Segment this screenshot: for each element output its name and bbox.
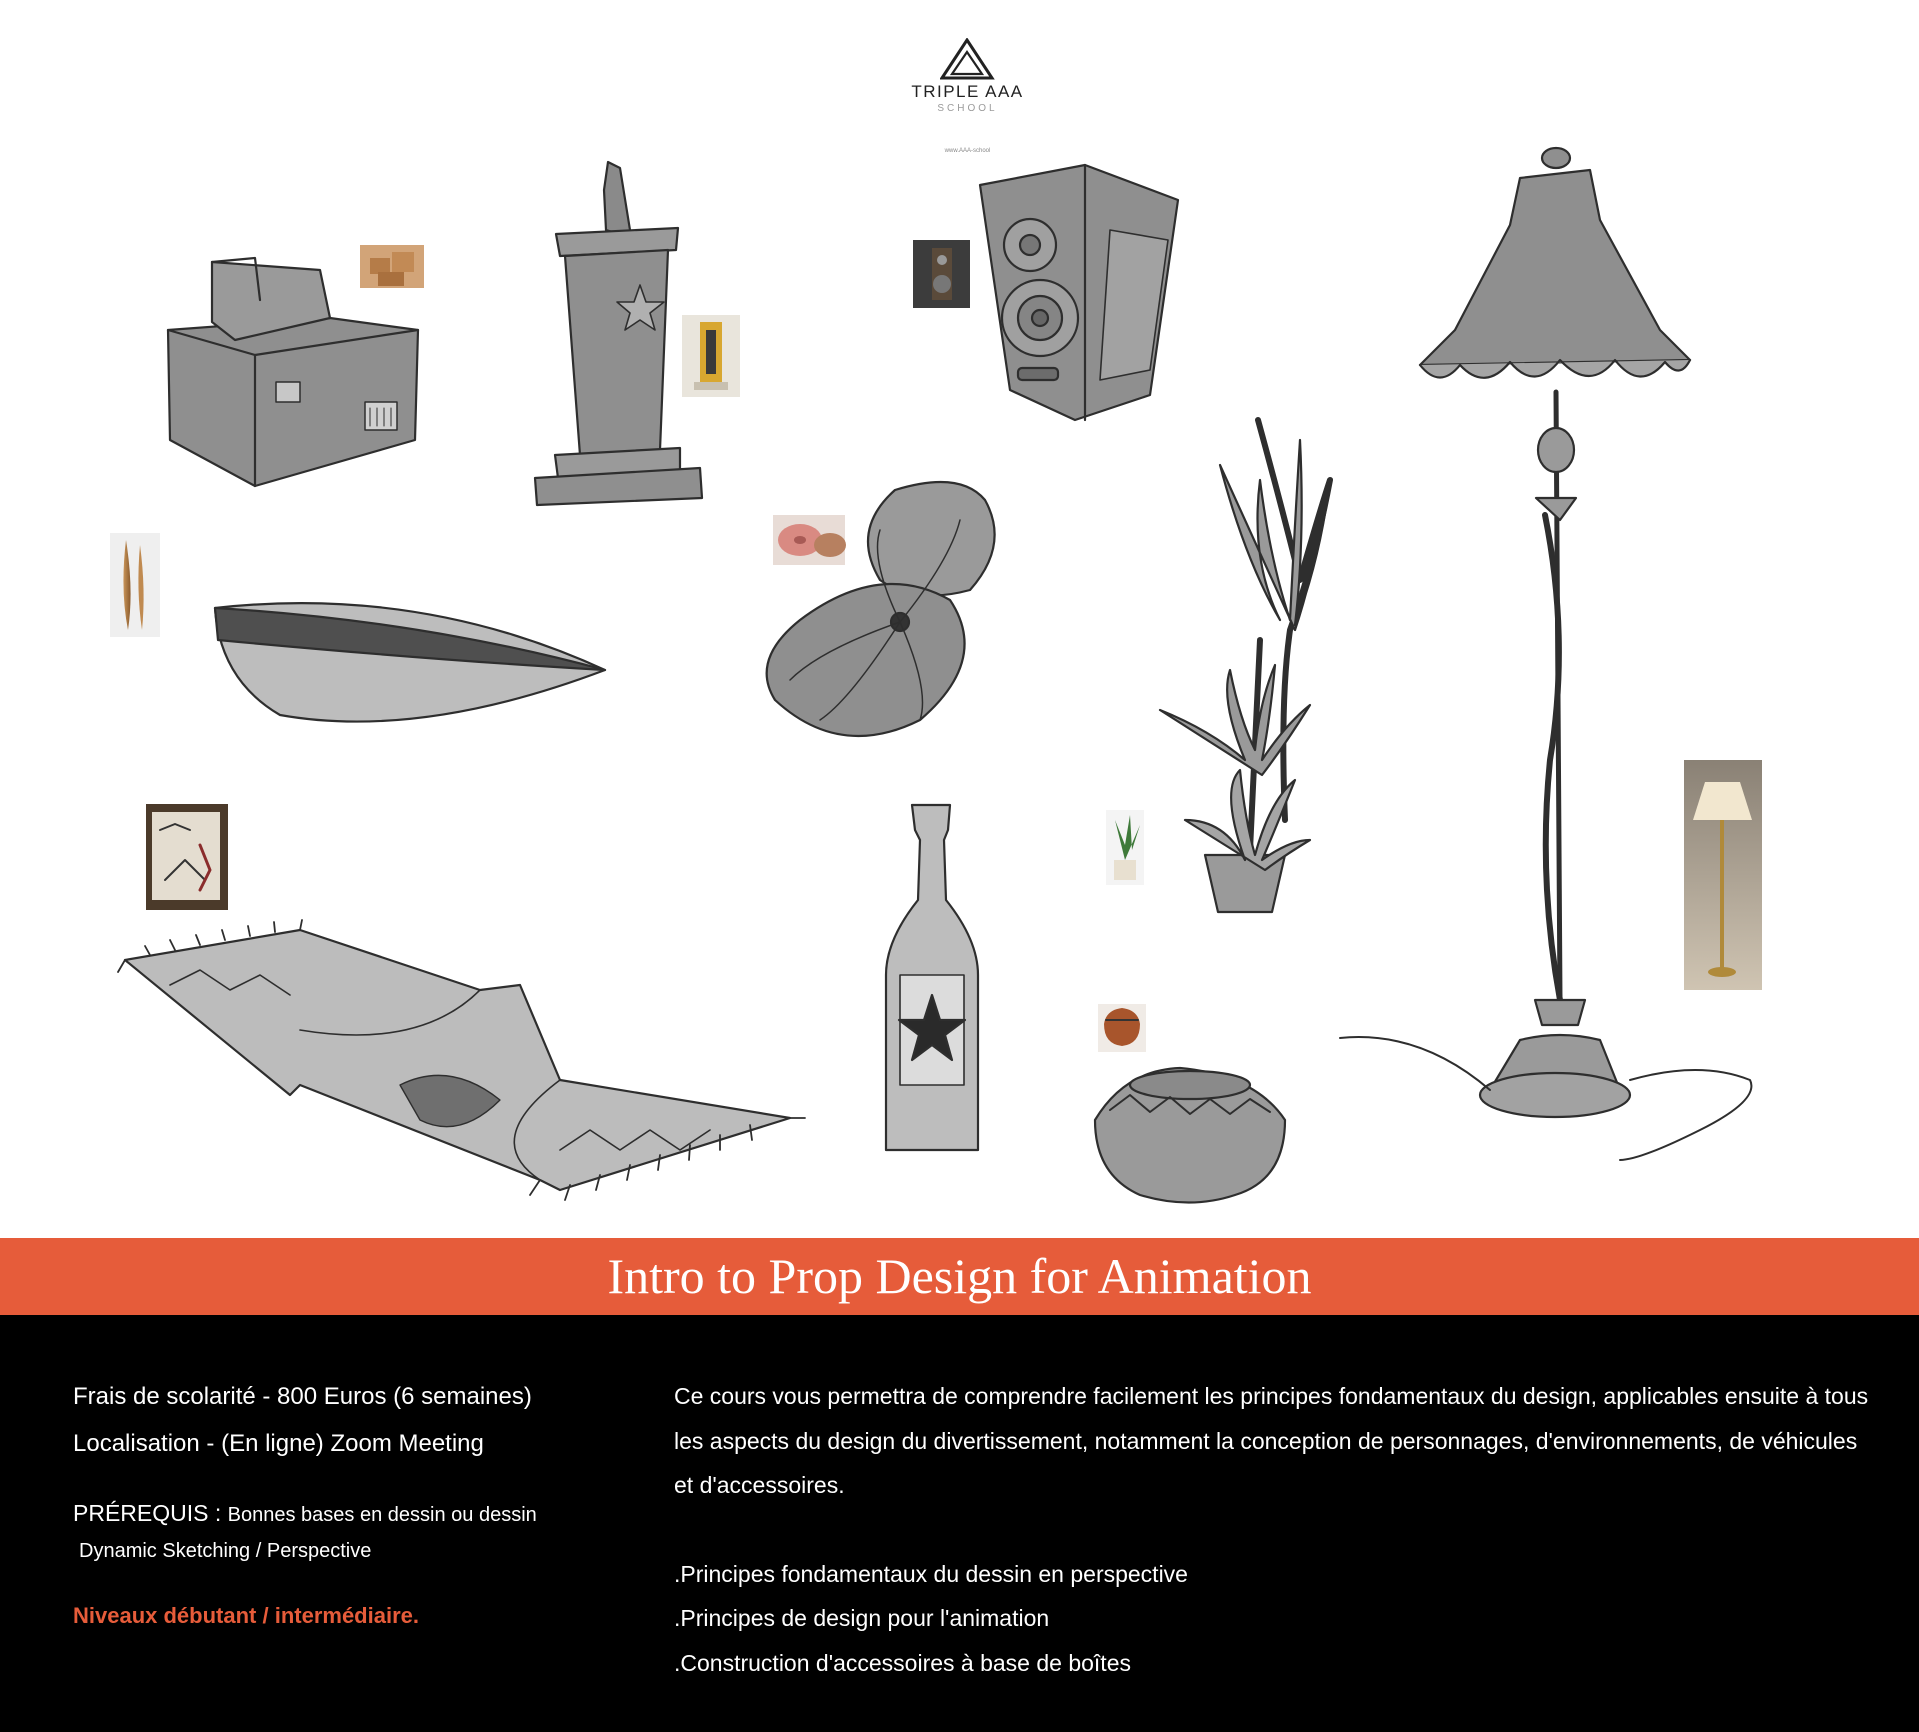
pot-sketch — [1095, 1068, 1285, 1203]
triple-aaa-logo — [900, 30, 1035, 160]
pot-reference — [1098, 1004, 1146, 1052]
trophy-reference — [682, 315, 740, 397]
topic-item: .Construction d'accessoires à base de boîtes — [674, 1649, 1131, 1676]
brand-subtitle: SCHOOL — [937, 103, 998, 114]
floor-lamp-sketch — [1340, 148, 1751, 1160]
title-banner — [0, 1238, 1919, 1315]
fees-text: Frais de scolarité - 800 Euros (6 semaines) — [73, 1383, 532, 1410]
brand-name: TRIPLE AAA — [911, 82, 1024, 101]
location-text: Localisation - (En ligne) Zoom Meeting — [73, 1430, 484, 1457]
speaker-sketch — [980, 165, 1178, 420]
plant-reference — [1106, 810, 1144, 885]
brand-url: www.AAA-school — [944, 148, 991, 154]
plant-sketch — [1160, 420, 1330, 912]
topic-item: .Principes de design pour l'animation — [674, 1605, 1050, 1631]
rug-sketch — [118, 920, 805, 1200]
prereq-text-2: Dynamic Sketching / Perspective — [79, 1540, 372, 1562]
course-details — [73, 1373, 633, 1629]
prereq-text: Bonnes bases en dessin ou dessin — [227, 1504, 537, 1526]
aaa-logo-icon — [940, 38, 995, 80]
level-text: Niveaux débutant / intermédiaire. — [73, 1603, 419, 1628]
surfboard-sketch — [215, 603, 605, 721]
description-text: Ce cours vous permettra de comprendre facilement les principes fondamentaux du design, applicables ensuite à tous les aspects du design du divertissement, notamment la conception de personnages, d'environnements, de véhicules et d'accessoires. — [674, 1383, 1869, 1498]
course-title: Intro to Prop Design for Animation — [607, 1248, 1312, 1304]
floor-lamp-reference — [1684, 760, 1762, 990]
prerequisites — [73, 1495, 633, 1533]
bottle-sketch — [886, 805, 978, 1150]
speaker-reference — [913, 240, 970, 308]
cardboard-box-reference — [360, 245, 424, 288]
topic-list — [674, 1552, 1874, 1686]
rug-reference — [146, 804, 228, 910]
prereq-label: PRÉREQUIS : — [73, 1500, 222, 1526]
cardboard-box-sketch — [168, 258, 418, 486]
topic-item: .Principes fondamentaux du dessin en perspective — [674, 1560, 1188, 1587]
cushion-reference — [773, 515, 846, 565]
course-description — [674, 1374, 1874, 1685]
surfboard-reference — [110, 533, 160, 637]
course-info-panel — [0, 1315, 1919, 1732]
trophy-sketch — [535, 162, 702, 505]
